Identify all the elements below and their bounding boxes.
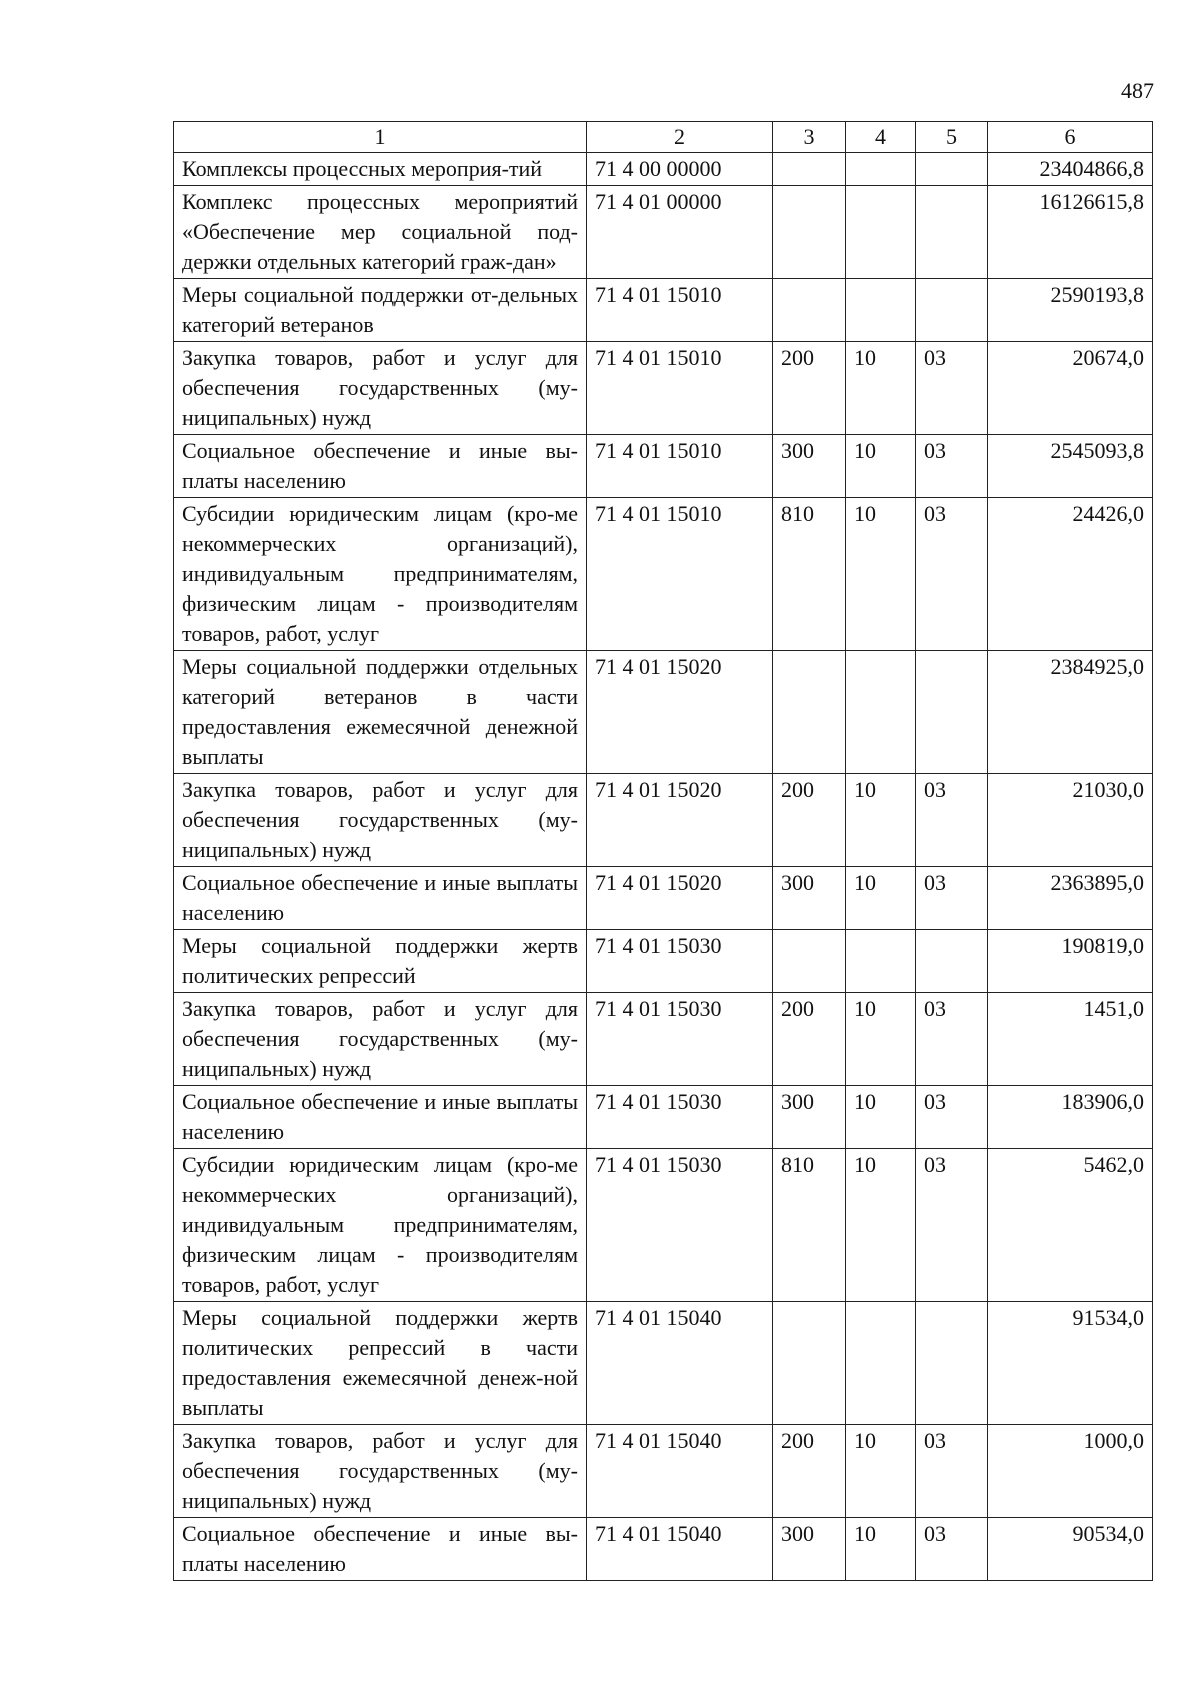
table-row: [174, 1518, 1153, 1581]
table-row: [174, 279, 1153, 342]
row-col5-cell: [916, 1302, 988, 1425]
row-code-cell: 71 4 01 15040: [587, 1302, 773, 1425]
row-col4-cell: 10: [846, 867, 916, 930]
table-row: [174, 1149, 1153, 1302]
row-col5-cell: 03: [916, 342, 988, 435]
row-name-cell: Комплексы процессных мероприя-тий: [174, 153, 587, 186]
row-sum-cell: 91534,0: [988, 1302, 1153, 1425]
row-col4-cell: 10: [846, 435, 916, 498]
table-row: [174, 186, 1153, 279]
table-row: [174, 1302, 1153, 1425]
row-col4-cell: [846, 153, 916, 186]
row-code-cell: 71 4 01 15020: [587, 774, 773, 867]
row-sum-cell: 5462,0: [988, 1149, 1153, 1302]
row-col4-cell: 10: [846, 1518, 916, 1581]
row-col5-cell: [916, 930, 988, 993]
row-sum-cell: 1000,0: [988, 1425, 1153, 1518]
row-col4-cell: [846, 651, 916, 774]
row-name-cell: Закупка товаров, работ и услуг для обеспечения государственных (му-ниципальных) нужд: [174, 993, 587, 1086]
row-sum-cell: 23404866,8: [988, 153, 1153, 186]
row-col3-cell: 200: [773, 1425, 846, 1518]
row-name-cell: Комплекс процессных мероприятий «Обеспечение мер социальной под-держки отдельных категорий граж-дан»: [174, 186, 587, 279]
row-name-cell: Меры социальной поддержки отдельных категорий ветеранов в части предоставления ежемесячной денежной выплаты: [174, 651, 587, 774]
header-col-2: 2: [587, 122, 773, 153]
row-name-cell: Социальное обеспечение и иные вы-платы населению: [174, 1518, 587, 1581]
row-name-cell: Субсидии юридическим лицам (кро-ме некоммерческих организаций), индивидуальным предпринимателям, физическим лицам - производителям товаров, работ, услуг: [174, 1149, 587, 1302]
row-col4-cell: [846, 930, 916, 993]
table-row: [174, 993, 1153, 1086]
row-name-cell: Субсидии юридическим лицам (кро-ме некоммерческих организаций), индивидуальным предпринимателям, физическим лицам - производителям товаров, работ, услуг: [174, 498, 587, 651]
row-col5-cell: 03: [916, 1425, 988, 1518]
row-code-cell: 71 4 01 15020: [587, 651, 773, 774]
row-col3-cell: [773, 279, 846, 342]
row-col5-cell: 03: [916, 1086, 988, 1149]
table-row: [174, 342, 1153, 435]
table-header-row: [174, 122, 1153, 153]
row-name-cell: Меры социальной поддержки от-дельных категорий ветеранов: [174, 279, 587, 342]
row-col4-cell: 10: [846, 993, 916, 1086]
header-col-5: 5: [916, 122, 988, 153]
table-row: [174, 930, 1153, 993]
row-sum-cell: 90534,0: [988, 1518, 1153, 1581]
row-col3-cell: [773, 1302, 846, 1425]
row-code-cell: 71 4 00 00000: [587, 153, 773, 186]
row-col4-cell: 10: [846, 498, 916, 651]
row-name-cell: Социальное обеспечение и иные вы-платы населению: [174, 435, 587, 498]
row-col4-cell: [846, 279, 916, 342]
row-col3-cell: [773, 153, 846, 186]
row-col5-cell: [916, 153, 988, 186]
table-row: [174, 435, 1153, 498]
row-name-cell: Закупка товаров, работ и услуг для обеспечения государственных (му-ниципальных) нужд: [174, 774, 587, 867]
header-col-6: 6: [988, 122, 1153, 153]
row-code-cell: 71 4 01 00000: [587, 186, 773, 279]
header-col-1: 1: [174, 122, 587, 153]
table-row: [174, 1086, 1153, 1149]
table-row: [174, 498, 1153, 651]
row-col5-cell: 03: [916, 1149, 988, 1302]
row-code-cell: 71 4 01 15010: [587, 342, 773, 435]
table-row: [174, 1425, 1153, 1518]
row-code-cell: 71 4 01 15010: [587, 435, 773, 498]
row-col5-cell: 03: [916, 993, 988, 1086]
row-sum-cell: 190819,0: [988, 930, 1153, 993]
row-sum-cell: 2590193,8: [988, 279, 1153, 342]
row-name-cell: Закупка товаров, работ и услуг для обеспечения государственных (му-ниципальных) нужд: [174, 342, 587, 435]
row-name-cell: Меры социальной поддержки жертв политических репрессий в части предоставления ежемесячной денеж-ной выплаты: [174, 1302, 587, 1425]
row-code-cell: 71 4 01 15030: [587, 1149, 773, 1302]
table-row: [174, 651, 1153, 774]
row-col3-cell: 300: [773, 435, 846, 498]
row-name-cell: Меры социальной поддержки жертв политических репрессий: [174, 930, 587, 993]
row-col4-cell: 10: [846, 1086, 916, 1149]
table-row: [174, 153, 1153, 186]
header-col-3: 3: [773, 122, 846, 153]
row-col3-cell: 810: [773, 1149, 846, 1302]
row-col3-cell: 300: [773, 1518, 846, 1581]
row-name-cell: Закупка товаров, работ и услуг для обеспечения государственных (му-ниципальных) нужд: [174, 1425, 587, 1518]
row-sum-cell: 1451,0: [988, 993, 1153, 1086]
row-col5-cell: [916, 279, 988, 342]
row-name-cell: Социальное обеспечение и иные выплаты населению: [174, 1086, 587, 1149]
table-body: [174, 153, 1153, 1581]
row-col5-cell: 03: [916, 498, 988, 651]
row-code-cell: 71 4 01 15040: [587, 1518, 773, 1581]
row-col5-cell: 03: [916, 867, 988, 930]
row-col5-cell: 03: [916, 774, 988, 867]
row-col4-cell: 10: [846, 342, 916, 435]
row-col3-cell: 300: [773, 867, 846, 930]
row-sum-cell: 2384925,0: [988, 651, 1153, 774]
row-col3-cell: [773, 186, 846, 279]
row-col4-cell: 10: [846, 774, 916, 867]
row-col3-cell: [773, 930, 846, 993]
row-col3-cell: 200: [773, 342, 846, 435]
row-code-cell: 71 4 01 15030: [587, 993, 773, 1086]
row-col3-cell: 200: [773, 774, 846, 867]
row-sum-cell: 21030,0: [988, 774, 1153, 867]
table-row: [174, 867, 1153, 930]
row-code-cell: 71 4 01 15030: [587, 1086, 773, 1149]
row-code-cell: 71 4 01 15010: [587, 279, 773, 342]
row-code-cell: 71 4 01 15030: [587, 930, 773, 993]
table-row: [174, 774, 1153, 867]
row-code-cell: 71 4 01 15010: [587, 498, 773, 651]
header-col-4: 4: [846, 122, 916, 153]
row-col4-cell: [846, 1302, 916, 1425]
page-number: 487: [1121, 78, 1154, 103]
row-col5-cell: [916, 651, 988, 774]
row-code-cell: 71 4 01 15040: [587, 1425, 773, 1518]
row-col3-cell: 200: [773, 993, 846, 1086]
row-name-cell: Социальное обеспечение и иные выплаты населению: [174, 867, 587, 930]
row-sum-cell: 16126615,8: [988, 186, 1153, 279]
row-col3-cell: 300: [773, 1086, 846, 1149]
row-sum-cell: 2545093,8: [988, 435, 1153, 498]
row-col4-cell: 10: [846, 1149, 916, 1302]
row-sum-cell: 2363895,0: [988, 867, 1153, 930]
row-col5-cell: 03: [916, 1518, 988, 1581]
row-col3-cell: 810: [773, 498, 846, 651]
row-sum-cell: 24426,0: [988, 498, 1153, 651]
row-sum-cell: 20674,0: [988, 342, 1153, 435]
row-col3-cell: [773, 651, 846, 774]
row-col5-cell: [916, 186, 988, 279]
row-code-cell: 71 4 01 15020: [587, 867, 773, 930]
row-col4-cell: 10: [846, 1425, 916, 1518]
row-col5-cell: 03: [916, 435, 988, 498]
row-col4-cell: [846, 186, 916, 279]
row-sum-cell: 183906,0: [988, 1086, 1153, 1149]
budget-table: [173, 121, 1153, 1581]
